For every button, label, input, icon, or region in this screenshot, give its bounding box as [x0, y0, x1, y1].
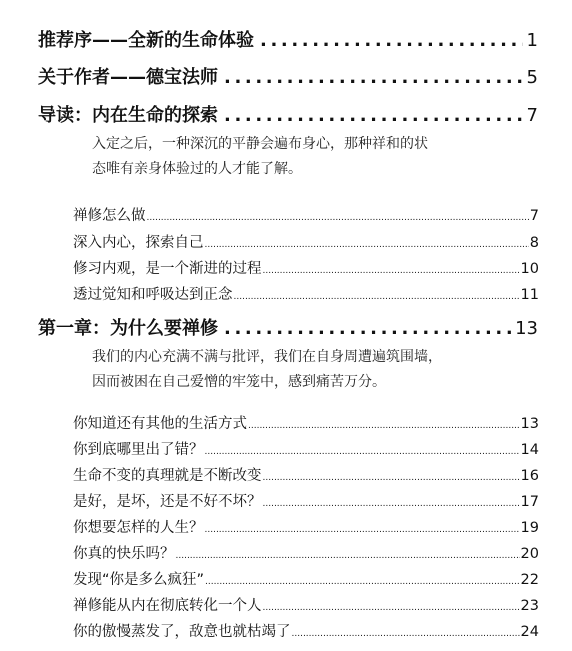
dot-leader [292, 629, 520, 639]
toc-subentry-title: 你想要怎样的人生？ [73, 520, 204, 536]
toc-subentry[interactable] [73, 438, 539, 459]
quote-line: 我们的内心充满不满与批评，我们在自身周遭遍筑围墙， [92, 349, 442, 365]
dot-leader [205, 525, 520, 535]
toc-subentry-title: 禅修怎么做 [73, 208, 146, 224]
toc-subentry-title: 是好，是坏，还是不好不坏？ [73, 494, 262, 510]
toc-subentry-title: 禅修能从内在彻底转化一个人 [73, 598, 262, 614]
toc-page-number: 16 [520, 468, 539, 484]
dot-leader [263, 603, 520, 613]
toc-entry-title: 关于作者——德宝法师 [38, 67, 218, 88]
quote-line: 因而被困在自己爱憎的牢笼中，感到痛苦万分。 [92, 374, 386, 390]
toc-page-number: 22 [520, 572, 539, 588]
dot-leader [205, 240, 529, 250]
dot-leader [248, 421, 520, 431]
toc-page-number: 23 [520, 598, 539, 614]
toc-page-number: 13 [520, 416, 539, 432]
toc-subentry-title: 深入内心，探索自己 [73, 235, 204, 251]
toc-entry-chapter-1[interactable] [38, 314, 538, 340]
quote-line: 态唯有亲身体验过的人才能了解。 [92, 161, 302, 177]
dot-leader [205, 447, 520, 457]
toc-page-number: 7 [526, 105, 538, 126]
toc-subentry[interactable] [73, 204, 539, 225]
toc-subentry-title: 你真的快乐吗？ [73, 546, 175, 562]
toc-subentry-title: 透过觉知和呼吸达到正念 [73, 287, 233, 303]
dot-leader [205, 577, 520, 587]
toc-subentry[interactable] [73, 568, 539, 589]
dot-leader [263, 266, 520, 276]
toc-subentry-title: 生命不变的真理就是不断改变 [73, 468, 262, 484]
quote-line: 入定之后，一种深沉的平静会遍布身心，那种祥和的状 [92, 136, 428, 152]
toc-subentry-title: 你的傲慢蒸发了，敌意也就枯竭了 [73, 624, 291, 640]
dot-leader [224, 318, 511, 339]
toc-entry-title: 导读：内在生命的探索 [38, 105, 218, 126]
toc-subentry[interactable] [73, 516, 539, 537]
toc-page-number: 24 [520, 624, 539, 640]
toc-subentry[interactable] [73, 620, 539, 641]
toc-page-number: 13 [515, 318, 538, 339]
toc-subentry[interactable] [73, 257, 539, 278]
toc-subentry-title: 你知道还有其他的生活方式 [73, 416, 247, 432]
toc-entry-foreword[interactable] [38, 26, 538, 52]
toc-page-number: 8 [529, 235, 539, 251]
toc-page-number: 7 [529, 208, 539, 224]
toc-subentry[interactable] [73, 542, 539, 563]
dot-leader [234, 292, 520, 302]
dot-leader [224, 105, 523, 126]
chapter-1-quote [92, 345, 532, 395]
toc-entry-introduction[interactable] [38, 101, 538, 127]
dot-leader [176, 551, 520, 561]
toc-entry-title: 第一章：为什么要禅修 [38, 318, 218, 339]
toc-subentry[interactable] [73, 464, 539, 485]
toc-entry-title: 推荐序——全新的生命体验 [38, 30, 254, 51]
dot-leader [260, 30, 523, 51]
toc-subentry-title: 修习内观，是一个渐进的过程 [73, 261, 262, 277]
toc-page-number: 10 [520, 261, 539, 277]
toc-subentry[interactable] [73, 490, 539, 511]
introduction-quote [92, 132, 532, 182]
toc-page-number: 14 [520, 442, 539, 458]
dot-leader [147, 213, 529, 223]
toc-subentry[interactable] [73, 231, 539, 252]
toc-entry-about-author[interactable] [38, 63, 538, 89]
dot-leader [263, 473, 520, 483]
toc-page-number: 17 [520, 494, 539, 510]
dot-leader [263, 499, 520, 509]
dot-leader [224, 67, 523, 88]
toc-page-number: 20 [520, 546, 539, 562]
toc-subentry[interactable] [73, 283, 539, 304]
toc-page-number: 11 [520, 287, 539, 303]
toc-subentry-title: 发现“你是多么疯狂” [73, 572, 205, 588]
toc-subentry-title: 你到底哪里出了错？ [73, 442, 204, 458]
toc-page-number: 1 [526, 30, 538, 51]
toc-page-number: 19 [520, 520, 539, 536]
toc-page-number: 5 [526, 67, 538, 88]
toc-subentry[interactable] [73, 594, 539, 615]
toc-subentry[interactable] [73, 412, 539, 433]
